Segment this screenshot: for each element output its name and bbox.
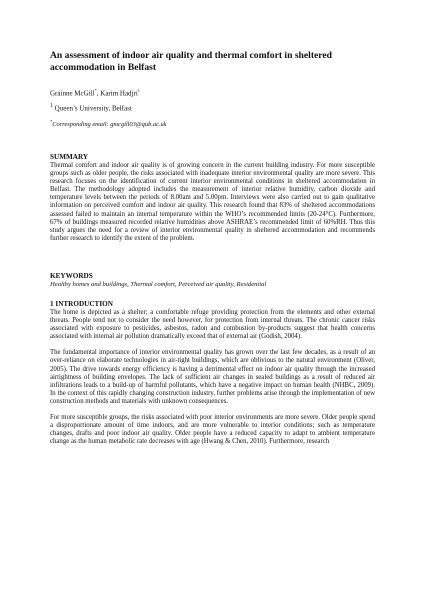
author-1-marker: * (94, 88, 97, 93)
keywords-heading: KEYWORDS (50, 272, 93, 280)
author-line: Gráinne McGill*, Karim Hadjri$^1$ (50, 88, 141, 98)
introduction-paragraph-2: The fundamental importance of interior environmental quality has grown over the last few decades, as a result of an over-reliance on elaborate technologies in air-tight buildings, which are oblivious to the natural environment (Oliver, 2005). The drive towards energy efficiency is having a detrimental effect on indoor air quality through the increased airtightness of building envelopes. The lack of sufficient air changes in sealed buildings as a result of reduced air infiltrations leads to a build-up of harmful pollutants, which have a negative impact on human health (NHBC, 2009). In the context of this rapidly changing construction industry, further problems arise through the implementation of new construction methods and materials with unknown consequences. (50, 349, 375, 405)
author-2-marker: 1 (137, 88, 141, 93)
corresponding-author (50, 118, 375, 129)
affiliation-text: Queen’s University, Belfast (52, 104, 132, 113)
paper-title: An assessment of indoor air quality and thermal comfort in sheltered accommodation in Belfast (50, 50, 332, 73)
author-2-name: Karim Hadjri (100, 89, 138, 98)
keywords-text: Healthy homes and buildings, Thermal comfort, Perceived air quality, Residential (50, 281, 267, 288)
introduction-heading: 1 INTRODUCTION (50, 300, 113, 308)
affiliation (50, 102, 375, 113)
corresponding-email: Corresponding email: gmcgill03@qub.ac.uk (52, 121, 167, 129)
summary-section (50, 153, 375, 243)
corresponding-marker: * (50, 119, 53, 124)
introduction-paragraph-3: For more susceptible groups, the risks associated with poor interior environments are more severe. Older people spend a disproportionate amount of time indoors, and are more vulnerable to interior conditions; such as temperature changes, drafts and poor indoor air quality. Older people have a reduced capacity to adapt to ambient temperature change as the human metabolic rate decreases with age (Hwang & Chen, 2010). Furthermore, research (50, 414, 375, 446)
summary-text: Thermal comfort and indoor air quality is of growing concern in the current building industry. For more susceptible groups such as older people, the risks associated with inadequate interior environmental quality are more severe. This research focuses on the identification of current interior environmental conditions in sheltered accommodation in Belfast. The methodology adopted includes the measurement of interior relative humidity, carbon dioxide and temperature levels between the periods of 8.00am and 5.00pm. Interviews were also carried out to gain qualitative information on perceived comfort and indoor air quality. This research found that 83% of sheltered accommodations assessed failed to maintain an internal temperature within the WHO’s recommended limits (20-24°C). Furthermore, 67% of buildings measured recorded relative humidities above ASHRAE’s recommended limit of 60%RH. Thus this study argues the need for a review of interior environmental quality in sheltered accommodation and recommends further research to identify the extent of the problem. (50, 162, 375, 242)
summary-heading: SUMMARY (50, 153, 89, 161)
author-1-name: Gráinne McGill (50, 89, 95, 98)
introduction-section (50, 300, 375, 446)
affiliation-marker: 1 (50, 103, 53, 109)
introduction-paragraph-1: The home is depicted as a shelter; a comfortable refuge providing protection from the elements and other external threats. People tend not to consider the need however, for protection from internal threats. The chronic cancer risks associated with exposure to pesticides, asbestos, radon and combustion by-products suggest that health concerns associated with internal air pollution dramatically exceed that of external air (Godish, 2004). (50, 309, 375, 341)
keywords-section (50, 272, 375, 289)
